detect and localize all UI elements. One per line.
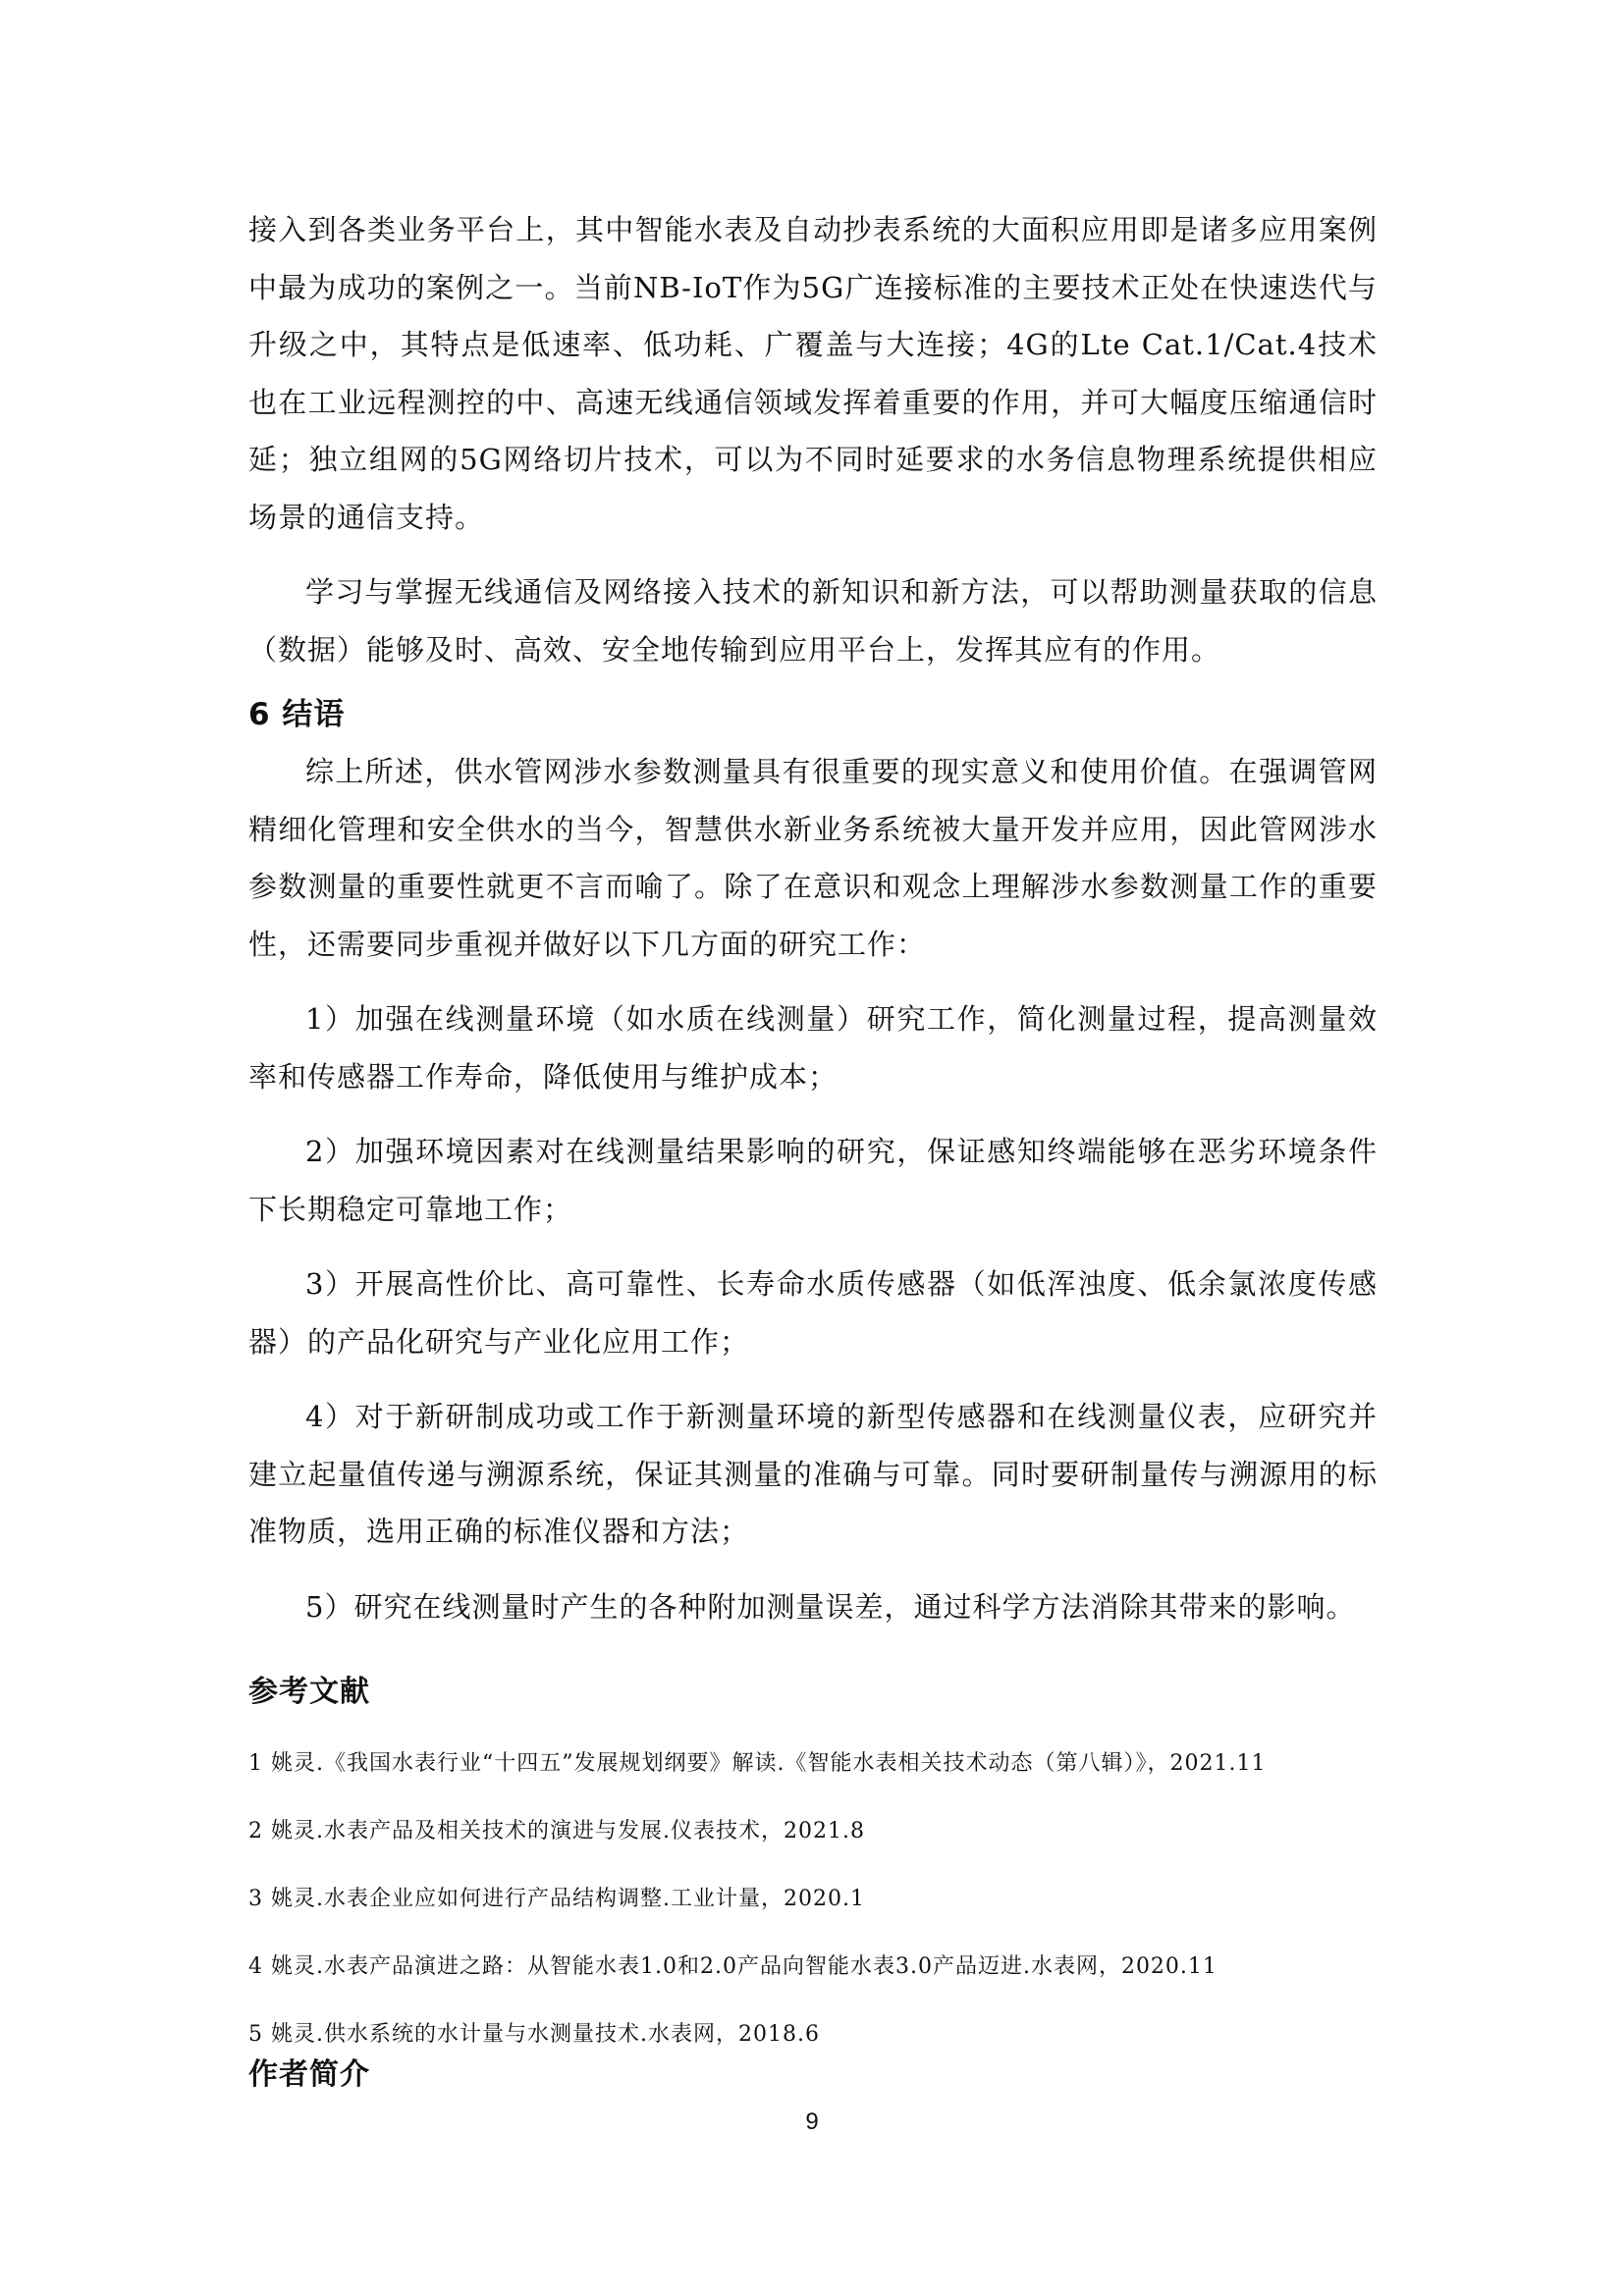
- paragraph-continued: 接入到各类业务平台上，其中智能水表及自动抄表系统的大面积应用即是诸多应用案例中最为成功的案例之一。当前NB-IoT作为5G广连接标准的主要技术正处在快速迭代与升级之中，其特点是低速率、低功耗、广覆盖与大连接；4G的Lte Cat.1/Cat.4技术也在工业远程测控的中、高速无线通信领域发挥着重要的作用，并可大幅度压缩通信时延；独立组网的5G网络切片技术，可以为不同时延要求的水务信息物理系统提供相应场景的通信支持。: [248, 213, 1378, 534]
- reference-item: 3 姚灵.水表企业应如何进行产品结构调整.工业计量，2020.1: [248, 1887, 865, 1911]
- reference-item: 4 姚灵.水表产品演进之路：从智能水表1.0和2.0产品向智能水表3.0产品迈进.水表网，2020.11: [248, 1954, 1218, 1979]
- paragraph-wireless-learning: 学习与掌握无线通信及网络接入技术的新知识和新方法，可以帮助测量获取的信息（数据）能够及时、高效、安全地传输到应用平台上，发挥其应有的作用。: [248, 575, 1378, 667]
- conclusion-item-2: 2）加强环境因素对在线测量结果影响的研究，保证感知终端能够在恶劣环境条件下长期稳定可靠地工作；: [248, 1135, 1378, 1226]
- section-heading-conclusion: 6 结语: [248, 697, 346, 732]
- reference-item: 1 姚灵.《我国水表行业“十四五”发展规划纲要》解读.《智能水表相关技术动态（第八辑）》，2021.11: [248, 1751, 1267, 1776]
- conclusion-item-5: 5）研究在线测量时产生的各种附加测量误差，通过科学方法消除其带来的影响。: [305, 1589, 1356, 1624]
- author-bio-heading: 作者简介: [248, 2057, 370, 2092]
- conclusion-intro: 综上所述，供水管网涉水参数测量具有很重要的现实意义和使用价值。在强调管网精细化管理和安全供水的当今，智慧供水新业务系统被大量开发并应用，因此管网涉水参数测量的重要性就更不言而喻了。除了在意识和观念上理解涉水参数测量工作的重要性，还需要同步重视并做好以下几方面的研究工作：: [248, 755, 1378, 961]
- conclusion-item-4: 4）对于新研制成功或工作于新测量环境的新型传感器和在线测量仪表，应研究并建立起量值传递与溯源系统，保证其测量的准确与可靠。同时要研制量传与溯源用的标准物质，选用正确的标准仪器和方法；: [248, 1400, 1378, 1548]
- conclusion-item-1: 1）加强在线测量环境（如水质在线测量）研究工作，简化测量过程，提高测量效率和传感器工作寿命，降低使用与维护成本；: [248, 1002, 1378, 1094]
- references-heading: 参考文献: [248, 1675, 370, 1709]
- conclusion-item-3: 3）开展高性价比、高可靠性、长寿命水质传感器（如低浑浊度、低余氯浓度传感器）的产品化研究与产业化应用工作；: [248, 1267, 1378, 1359]
- reference-item: 2 姚灵.水表产品及相关技术的演进与发展.仪表技术，2021.8: [248, 1819, 865, 1843]
- reference-item: 5 姚灵.供水系统的水计量与水测量技术.水表网，2018.6: [248, 2022, 820, 2047]
- page-body: [248, 201, 1378, 2068]
- page-number: 9: [805, 2109, 819, 2135]
- references-list: [248, 1730, 1378, 2068]
